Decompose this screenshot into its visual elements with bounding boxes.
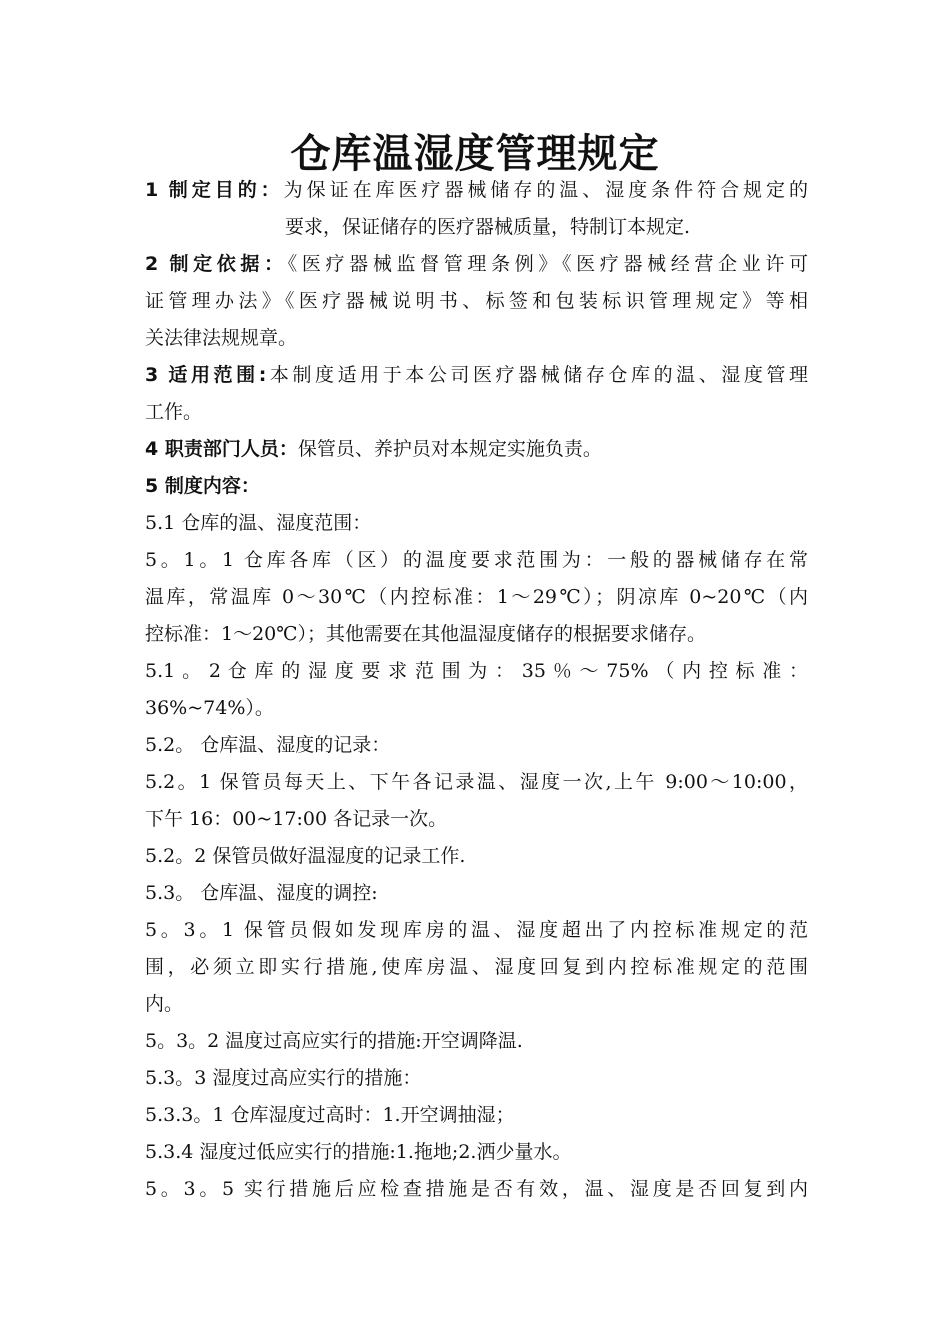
paragraph-line: 控标准：1～20℃）；其他需要在其他温湿度储存的根据要求储存。 [145,623,707,645]
paragraph-line: 工作。 [145,401,203,423]
paragraph-line: 4 职责部门人员：保管员、养护员对本规定实施负责。 [145,438,602,460]
section-label: 2 制定依据： [145,253,288,275]
paragraph-line: 内。 [145,993,184,1015]
section-label: 4 职责部门人员： [145,438,298,460]
paragraph-line: 证管理办法》《医疗器械说明书、标签和包装标识管理规定》等相 [145,290,808,312]
paragraph-line: 5.2。2 保管员做好温湿度的记录工作. [145,845,466,867]
document-title: 仓库温湿度管理规定 [290,131,660,177]
paragraph-line: 下午 16：00~17:00 各记录一次。 [145,808,448,830]
paragraph-line: 要求，保证储存的医疗器械质量，特制订本规定. [285,216,691,238]
paragraph-line [145,468,808,505]
paragraph-line: 3 适用范围:本制度适用于本公司医疗器械储存仓库的温、湿度管理 [145,364,808,386]
paragraph-line: 5.2。1 保管员每天上、下午各记录温、湿度一次,上午 9:00～10:00， [145,771,808,793]
section-label: 1 制定目的： [145,179,284,201]
paragraph-line: 5.2。 仓库温、湿度的记录： [145,734,391,756]
paragraph-line: 5.1 。 2 仓 库 的 湿 度 要 求 范 围 为 ： 35 ％ ～ 75% （ 内 控 标 准 ： [145,660,808,682]
paragraph-line: 温库，常温库 0～30℃（内控标准：1～29℃）；阴凉库 0~20℃（内 [145,586,808,608]
paragraph-line: 5。3。1 保管员假如发现库房的温、湿度超出了内控标准规定的范 [145,919,808,941]
paragraph-line: 5.3。 仓库温、湿度的调控: [145,882,378,904]
section-label: 3 适用范围: [145,364,267,386]
paragraph-line: 5。1。1 仓库各库（区）的温度要求范围为：一般的器械储存在常 [145,549,808,571]
section-label: 5 制度内容： [145,475,260,497]
paragraph-line: 5。3。5 实行措施后应检查措施是否有效，温、湿度是否回复到内 [145,1178,808,1200]
paragraph-line: 5.3.4 湿度过低应实行的措施:1.拖地;2.洒少量水。 [145,1141,572,1163]
document-body [145,172,808,1208]
paragraph-line: 1 制定目的：为保证在库医疗器械储存的温、湿度条件符合规定的 [145,179,808,201]
paragraph-line: 围，必须立即实行措施,使库房温、湿度回复到内控标准规定的范围 [145,956,808,978]
paragraph-line: 5.3.3。1 仓库湿度过高时：1.开空调抽湿； [145,1104,515,1126]
paragraph-line: 36%~74%）。 [145,697,274,719]
paragraph-line: 2 制定依据：《医疗器械监督管理条例》《医疗器械经营企业许可 [145,253,808,275]
paragraph-line: 5.3。3 湿度过高应实行的措施： [145,1067,422,1089]
paragraph-line: 5。3。2 温度过高应实行的措施:开空调降温. [145,1030,523,1052]
paragraph-line: 5.1 仓库的温、湿度范围： [145,512,372,534]
paragraph-line: 关法律法规规章。 [145,327,298,349]
